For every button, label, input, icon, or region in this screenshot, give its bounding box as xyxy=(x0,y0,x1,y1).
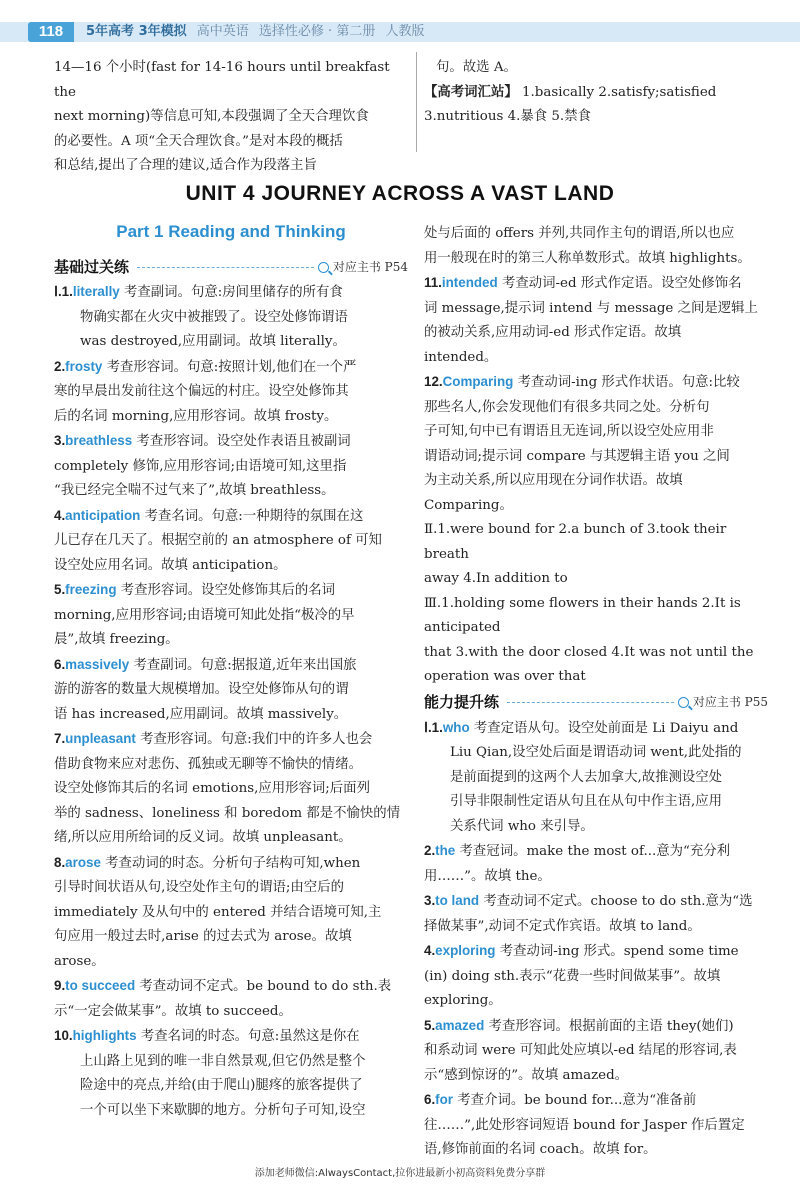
explanation-line: 设空处应用名词。故填 anticipation。 xyxy=(54,557,287,573)
text-line: away 4.In addition to xyxy=(424,571,568,586)
item-number: 4. xyxy=(54,507,66,523)
top-right-text xyxy=(424,56,768,130)
explanation: 考查动词不定式。choose to do sth.意为“选 xyxy=(479,894,753,909)
explanation-line: 险途中的亮点,并给(由于爬山)腿疼的旅客提供了 xyxy=(80,1078,363,1093)
explanation-line: 上山路上见到的唯一非自然景观,但它仍然是整个 xyxy=(80,1053,366,1069)
magnifier-icon xyxy=(678,697,689,708)
answer-word: arose xyxy=(65,854,101,870)
answer-item xyxy=(424,1088,768,1114)
answer-item xyxy=(54,429,408,455)
explanation-line: 语 has increased,应用副词。故填 massively。 xyxy=(54,706,348,722)
dashed-rule xyxy=(507,702,674,703)
vocab-text: 3.nutritious 4.暴食 5.禁食 xyxy=(424,109,591,124)
explanation: 考查冠词。make the most of...意为“充分利 xyxy=(455,844,731,859)
answer-item xyxy=(424,939,768,965)
explanation-line: Liu Qian,设空处后面是谓语动词 went,此处指的 xyxy=(450,745,742,760)
book-title: 5年高考 3年模拟 xyxy=(86,24,187,39)
text-line: Ⅱ.1.were bound for 2.a bunch of 3.took their breath xyxy=(424,522,727,562)
section-ref xyxy=(318,255,408,280)
explanation-line: exploring。 xyxy=(424,993,502,1008)
explanation-line: 借助食物来应对悲伤、孤独或无聊等不愉快的情绪。 xyxy=(54,756,362,772)
item-number: 2. xyxy=(424,843,436,858)
answer-list xyxy=(424,716,768,1163)
answer-list xyxy=(54,280,408,1123)
explanation: 考查动词-ed 形式作定语。设空处修饰名 xyxy=(497,276,742,291)
explanation: 考查副词。句意:据报道,近年来出国旅 xyxy=(129,657,357,673)
section-header xyxy=(54,254,408,280)
explanation-line: immediately 及从句中的 entered 并结合语境可知,主 xyxy=(54,904,382,920)
item-number: 6. xyxy=(424,1092,436,1107)
vocab-line xyxy=(424,81,768,106)
explanation-line: 用……”。故填 the。 xyxy=(424,868,551,884)
item-number: 7. xyxy=(54,731,66,746)
text-line: 和总结,提出了合理的建议,适合作为段落主旨 xyxy=(54,158,317,173)
edition: 人教版 xyxy=(385,24,425,39)
item-number: 3. xyxy=(54,433,66,448)
answer-item xyxy=(54,851,408,877)
item-number: 3. xyxy=(424,893,436,908)
item-number: Ⅰ.1. xyxy=(424,719,443,735)
item-number: 10. xyxy=(54,1028,73,1043)
explanation-line: 关系代词 who 来引导。 xyxy=(450,818,594,834)
answer-item xyxy=(424,716,768,742)
explanation-line: 示“感到惊讶的”。故填 amazed。 xyxy=(424,1067,629,1083)
explanation: 考查副词。句意:房间里储存的所有食 xyxy=(119,285,343,300)
answer-word: highlights xyxy=(72,1028,137,1043)
explanation-line: 寒的早晨出发前往这个偏远的村庄。设空处修饰其 xyxy=(54,384,349,399)
explanation-line: 句应用一般过去时,arise 的过去式为 arose。故填 xyxy=(54,929,352,944)
explanation-line: 的被动关系,应用动词-ed 形式作定语。故填 xyxy=(424,325,682,340)
course: 选择性必修 · 第二册 xyxy=(258,24,376,39)
section-ref xyxy=(678,690,768,715)
answer-word: breathless xyxy=(65,433,133,448)
explanation-line: was destroyed,应用副词。故填 literally。 xyxy=(80,334,346,349)
answer-item xyxy=(424,271,768,297)
answer-item xyxy=(54,504,408,530)
answer-word: freezing xyxy=(65,582,117,597)
column-divider xyxy=(416,52,417,152)
explanation-line: 儿已存在几天了。根据空前的 an atmosphere of 可知 xyxy=(54,533,382,548)
answer-word: Comparing xyxy=(442,374,514,389)
explanation: 考查动词-ing 形式。spend some time xyxy=(495,944,739,959)
item-number: 12. xyxy=(424,374,443,389)
answer-item xyxy=(424,370,768,396)
page-header xyxy=(0,0,800,42)
explanation-line: 一个可以坐下来歇脚的地方。分析句子可知,设空 xyxy=(80,1102,366,1118)
right-column xyxy=(424,222,768,1163)
explanation-line: 游的游客的数量大规模增加。设空处修饰从句的谓 xyxy=(54,682,349,697)
explanation-line: 语,修饰前面的名词 coach。故填 for。 xyxy=(424,1142,657,1157)
explanation-line: 和系动词 were 可知此处应填以-ed 结尾的形容词,表 xyxy=(424,1043,737,1058)
item-number: 11. xyxy=(424,275,442,290)
explanation: 考查名词。句意:一种期待的氛围在这 xyxy=(140,508,364,524)
answer-word: the xyxy=(435,843,456,858)
answer-word: literally xyxy=(72,284,120,299)
text-line: that 3.with the door closed 4.It was not until the xyxy=(424,644,754,660)
explanation: 考查形容词。设空处作表语且被副词 xyxy=(132,434,351,449)
item-number: Ⅰ.1. xyxy=(54,284,73,299)
explanation: 考查形容词。句意:我们中的许多人也会 xyxy=(135,732,373,747)
explanation-line: Comparing。 xyxy=(424,497,513,513)
explanation: 考查定语从句。设空处前面是 Li Daiyu and xyxy=(469,720,739,736)
explanation-line: 物确实都在火灾中被摧毁了。设空处修饰谓语 xyxy=(80,309,348,325)
explanation-line: 后的名词 morning,应用形容词。故填 frosty。 xyxy=(54,408,338,424)
answer-item xyxy=(424,839,768,865)
item-number: 4. xyxy=(424,943,436,958)
explanation: 考查动词-ing 形式作状语。句意:比较 xyxy=(513,375,740,390)
answer-item xyxy=(54,578,408,604)
answer-word: amazed xyxy=(435,1017,485,1033)
explanation-line: 子可知,句中已有谓语且无连词,所以设空处应用非 xyxy=(424,424,714,439)
explanation-line: 晨”,故填 freezing。 xyxy=(54,632,179,647)
subject: 高中英语 xyxy=(196,24,249,39)
answer-item xyxy=(424,889,768,915)
vocab-text: 1.basically 2.satisfy;satisfied xyxy=(517,84,717,100)
item-number: 9. xyxy=(54,978,66,993)
ref-text: 对应主书 P54 xyxy=(332,259,408,274)
left-column xyxy=(54,254,408,1123)
explanation: 考查名词的时态。句意:虽然这是你在 xyxy=(136,1029,360,1044)
explanation-line: 示“一定会做某事”。故填 to succeed。 xyxy=(54,1003,292,1019)
explanation: 考查形容词。设空处修饰其后的名词 xyxy=(116,583,336,598)
text-line: 14—16 个小时(fast for 14-16 hours until breakfast the xyxy=(54,60,390,100)
text-line: next morning)等信息可知,本段强调了全天合理饮食 xyxy=(54,109,369,124)
explanation-line: 为主动关系,所以应用现在分词作状语。故填 xyxy=(424,473,683,488)
explanation: 考查形容词。根据前面的主语 they(她们) xyxy=(484,1018,734,1034)
answer-word: for xyxy=(435,1092,454,1107)
text-line: Ⅲ.1.holding some flowers in their hands 2.It is anticipated xyxy=(424,595,741,635)
explanation: 考查介词。be bound for...意为“准备前 xyxy=(453,1093,697,1108)
explanation-line: 是前面提到的这两个人去加拿大,故推测设空处 xyxy=(450,769,723,785)
header-text xyxy=(86,22,424,42)
answer-word: who xyxy=(442,719,470,735)
explanation-line: arose。 xyxy=(54,953,105,969)
answer-word: massively xyxy=(65,656,130,672)
answer-word: intended xyxy=(441,275,498,290)
answer-item xyxy=(54,280,408,306)
explanation-line: 谓语动词;提示词 compare 与其逻辑主语 you 之间 xyxy=(424,448,730,464)
explanation-line: 那些名人,你会发现他们有很多共同之处。分析句 xyxy=(424,399,710,415)
explanation: 考查动词不定式。be bound to do sth.表 xyxy=(135,979,392,994)
explanation-line: completely 修饰,应用形容词;由语境可知,这里指 xyxy=(54,458,347,474)
answer-word: to succeed xyxy=(65,978,136,993)
footer-note: 添加老师微信:AlwaysContact,拉你进最新小初高资料免费分享群 xyxy=(254,1168,546,1179)
answer-item xyxy=(54,1024,408,1050)
item-number: 5. xyxy=(54,582,66,597)
answer-word: frosty xyxy=(65,358,103,374)
text-line: 用一般现在时的第三人称单数形式。故填 highlights。 xyxy=(424,250,751,266)
part-title: Part 1 Reading and Thinking xyxy=(116,222,346,241)
item-number: 6. xyxy=(54,656,66,672)
section-header xyxy=(424,690,768,716)
answer-word: unpleasant xyxy=(65,731,136,746)
vocab-label: 【高考词汇站】 xyxy=(424,84,518,100)
ref-text: 对应主书 P55 xyxy=(692,695,768,710)
item-number: 8. xyxy=(54,854,66,870)
explanation-line: 择做某事”,动词不定式作宾语。故填 to land。 xyxy=(424,918,701,934)
explanation-line: 词 message,提示词 intend 与 message 之间是逻辑上 xyxy=(424,300,758,316)
explanation-line: 设空处修饰其后的名词 emotions,应用形容词;后面列 xyxy=(54,781,370,796)
explanation-line: intended。 xyxy=(424,349,498,365)
explanation-line: 引导非限制性定语从句且在从句中作主语,应用 xyxy=(450,794,723,809)
answer-list xyxy=(424,271,768,518)
top-left-text xyxy=(54,56,408,179)
answer-item xyxy=(424,1014,768,1040)
page-number: 118 xyxy=(28,22,74,42)
explanation-line: (in) doing sth.表示“花费一些时间做某事”。故填 xyxy=(424,968,721,984)
explanation-line: “我已经完全喘不过气来了”,故填 breathless。 xyxy=(54,483,335,498)
item-number: 5. xyxy=(424,1017,436,1033)
text-line: 的必要性。A 项“全天合理饮食。”是对本段的概括 xyxy=(54,133,343,149)
answer-item xyxy=(54,974,408,1000)
magnifier-icon xyxy=(318,262,329,273)
answer-item xyxy=(54,727,408,753)
section-title: 能力提升练 xyxy=(424,693,500,712)
dashed-rule xyxy=(137,267,314,268)
explanation-line: 往……”,此处形容词短语 bound for Jasper 作后置定 xyxy=(424,1117,745,1133)
text-line: 句。故选 A。 xyxy=(436,60,517,75)
text-line: operation was over that xyxy=(424,669,586,684)
text-line: 处与后面的 offers 并列,共同作主句的谓语,所以也应 xyxy=(424,226,735,241)
explanation-line: 引导时间状语从句,设空处作主句的谓语;由空后的 xyxy=(54,880,344,895)
answer-word: exploring xyxy=(435,943,496,958)
explanation-line: 绪,所以应用所给词的反义词。故填 unpleasant。 xyxy=(54,830,352,845)
explanation-line: 举的 sadness、loneliness 和 boredom 都是不愉快的情 xyxy=(54,805,401,821)
explanation: 考查形容词。句意:按照计划,他们在一个严 xyxy=(102,359,357,375)
unit-title: UNIT 4 JOURNEY ACROSS A VAST LAND xyxy=(185,182,615,205)
answer-item xyxy=(54,355,408,381)
explanation: 考查动词的时态。分析句子结构可知,when xyxy=(100,855,361,871)
section-title: 基础过关练 xyxy=(54,257,130,276)
answer-word: to land xyxy=(435,893,480,908)
answer-item xyxy=(54,653,408,679)
item-number: 2. xyxy=(54,358,66,374)
explanation-line: morning,应用形容词;由语境可知此处指“极冷的早 xyxy=(54,607,355,623)
answer-word: anticipation xyxy=(65,507,141,523)
